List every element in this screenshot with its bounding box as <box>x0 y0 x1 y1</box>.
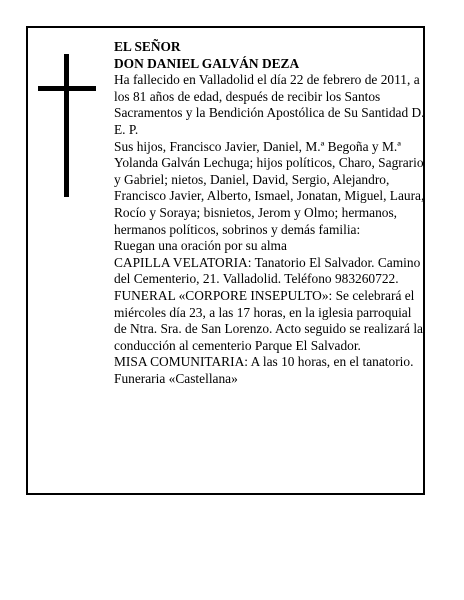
funeral-info: FUNERAL «CORPORE INSEPULTO»: Se celebrará el miércoles día 23, a las 17 horas, en la iglesia parroquial de Ntra. Sra. de San Lorenzo. Acto seguido se realizará la conducción al cementerio Parque El Salvador. <box>114 287 423 353</box>
chapel-info: CAPILLA VELATORIA: Tanatorio El Salvador. Camino del Cementerio, 21. Valladolid. Teléfono 983260722. <box>114 254 421 287</box>
cross-horizontal-bar <box>38 86 96 91</box>
death-announcement: Ha fallecido en Valladolid el día 22 de febrero de 2011, a los 81 años de edad, después de recibir los Santos Sacramentos y la Bendición Apostólica de Su Santidad D. E. P. <box>114 72 425 137</box>
family-list: Sus hijos, Francisco Javier, Daniel, M.ª Begoña y M.ª Yolanda Galván Lechuga; hijos políticos, Charo, Sagrario y Gabriel; nietos, Daniel, David, Sergio, Alejandro, Francisco Javier, Alberto, Ismael, Jonatan, Miguel, Laura, Rocío y Soraya; bisnietos, Jerom y Olmo; hermanos, hermanos políticos, sobrinos y demás familia: <box>114 138 425 237</box>
obituary-text <box>114 39 426 387</box>
latin-cross-icon <box>38 54 96 197</box>
funeral-home: Funeraria «Castellana» <box>114 370 238 386</box>
mass-info: MISA COMUNITARIA: A las 10 horas, en el tanatorio. <box>114 354 414 370</box>
title-line-1: EL SEÑOR <box>114 39 181 54</box>
deceased-name: DON DANIEL GALVÁN DEZA <box>114 55 300 71</box>
prayer-request: Ruegan una oración por su alma <box>114 238 287 254</box>
cross-vertical-bar <box>64 54 69 197</box>
